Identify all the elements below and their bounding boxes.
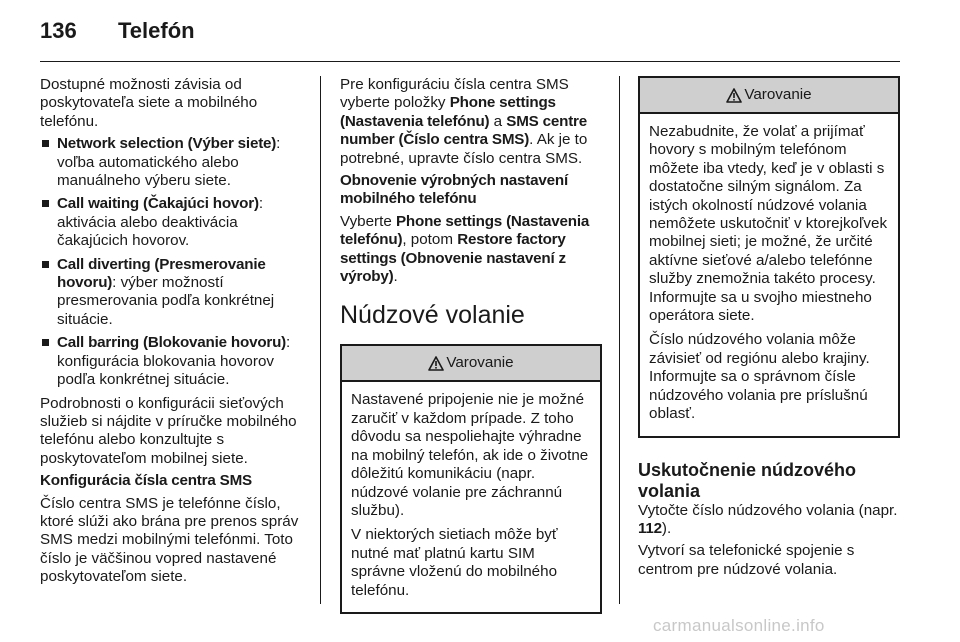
bullet-icon [42, 339, 49, 346]
warning-body [342, 382, 600, 611]
make-emergency-call-heading: Uskutočnenie núdzového volania [638, 459, 857, 501]
text-run: . [393, 268, 398, 286]
text-run: Pre konfiguráciu čísla centra SMS vyberte položky [340, 76, 569, 112]
text-run: , potom [402, 231, 458, 249]
watermark: carmanualsonline.info [653, 616, 825, 635]
column-2 [340, 76, 602, 614]
warning-paragraph: Číslo núdzového volania môže závisieť od regiónu alebo krajiny. Informujte sa o správnom čísle núdzového volania pre príslušnú oblasť. [649, 331, 870, 423]
warning-triangle-icon [428, 356, 444, 371]
option-description: : voľba automatického alebo manuálneho výberu siete. [57, 135, 281, 190]
menu-term: Restore factory settings (Obnovenie nastavení z výroby) [340, 231, 566, 286]
column-divider-1 [320, 76, 321, 604]
emergency-number: 112 [638, 519, 662, 537]
bullet-icon [42, 140, 49, 147]
option-description: : výber možností presmerovania podľa konkrétnej situácie. [57, 274, 275, 328]
warning-box [340, 344, 602, 613]
warning-triangle-icon [726, 88, 742, 103]
warning-paragraph: Nezabudnite, že volať a prijímať hovory s mobilným telefónom môžete iba vtedy, keď je v oblasti s dostatočne silným signálom. Za istých okolností núdzové volania nemôžete uskutočniť v ktorejkoľvek mobilnej sieti; je možné, že určité aktívne sieťové a/alebo telefónne služby znemožnia takéto procesy. Informujte sa u svojho miestneho operátora siete. [649, 123, 888, 325]
header-divider [40, 61, 900, 62]
dial-paragraph [638, 502, 900, 539]
column-1 [40, 76, 302, 591]
list-item [40, 334, 302, 389]
warning-box [638, 76, 900, 438]
sms-config-heading: Konfigurácia čísla centra SMS [40, 472, 252, 490]
emergency-call-heading: Núdzové volanie [340, 301, 525, 330]
page-number: 136 [40, 18, 77, 43]
bullet-icon [42, 200, 49, 207]
warning-paragraph: V niektorých sietiach môže byť nutné mať platnú kartu SIM správne vloženú do mobilného telefónu. [351, 526, 558, 599]
factory-reset-heading: Obnovenie výrobných nastavení mobilného telefónu [340, 172, 568, 208]
column-divider-2 [619, 76, 620, 604]
intro-paragraph: Dostupné možnosti závisia od poskytovateľa siete a mobilného telefónu. [40, 76, 258, 130]
warning-label: Varovanie [744, 85, 812, 103]
warning-header [640, 78, 898, 114]
list-item [40, 135, 302, 190]
option-description: : konfigurácia blokovania hovorov podľa konkrétnej situácie. [57, 334, 291, 389]
list-item [40, 256, 302, 330]
details-paragraph: Podrobnosti o konfigurácii sieťových služieb si nájdite v príručke mobilného telefónu alebo konzultujte s poskytovateľom mobilnej siete. [40, 394, 297, 467]
sms-instructions-paragraph [340, 76, 602, 168]
text-run: a [489, 112, 507, 130]
option-description: : aktivácia alebo deaktivácia čakajúcich hovorov. [57, 195, 264, 250]
option-name: Call barring (Blokovanie hovoru) [57, 334, 287, 352]
text-run: Vytočte číslo núdzového volania (napr. [638, 501, 898, 519]
column-3 [638, 76, 900, 583]
text-run: Vyberte [340, 212, 396, 230]
menu-term: SMS centre number (Číslo centra SMS) [340, 112, 588, 149]
option-name: Call diverting (Presmerovanie hovoru) [57, 255, 266, 292]
warning-label: Varovanie [446, 354, 514, 372]
sms-config-paragraph: Číslo centra SMS je telefónne číslo, ktoré slúži ako brána pre prenos správ SMS medzi mobilnými telefónmi. Toto číslo je väčšinou vopred nastavené poskytovateľom siete. [40, 494, 299, 586]
page-title: Telefón [118, 18, 195, 43]
list-item [40, 195, 302, 250]
warning-body [640, 114, 898, 436]
network-options-list [40, 135, 302, 389]
menu-term: Phone settings (Nastavenia telefónu) [340, 94, 556, 130]
connect-paragraph: Vytvorí sa telefonické spojenie s centrom pre núdzové volania. [638, 542, 855, 578]
page-header [0, 0, 960, 62]
warning-paragraph: Nastavené pripojenie nie je možné zaručiť v každom prípade. Z toho dôvodu sa nespoliehajte výhradne na mobilný telefón, ak ide o životne dôležitú komunikáciu (napr. núdzové volanie pre záchrannú službu). [351, 391, 589, 519]
text-run: . Ak je to potrebné, upravte číslo centra SMS. [340, 131, 588, 167]
option-name: Call waiting (Čakajúci hovor) [57, 195, 259, 213]
factory-reset-paragraph [340, 213, 602, 287]
option-name: Network selection (Výber siete) [57, 135, 277, 153]
menu-term: Phone settings (Nastavenia telefónu) [340, 212, 590, 249]
warning-header [342, 346, 600, 382]
text-run: ). [661, 519, 672, 537]
bullet-icon [42, 261, 49, 268]
